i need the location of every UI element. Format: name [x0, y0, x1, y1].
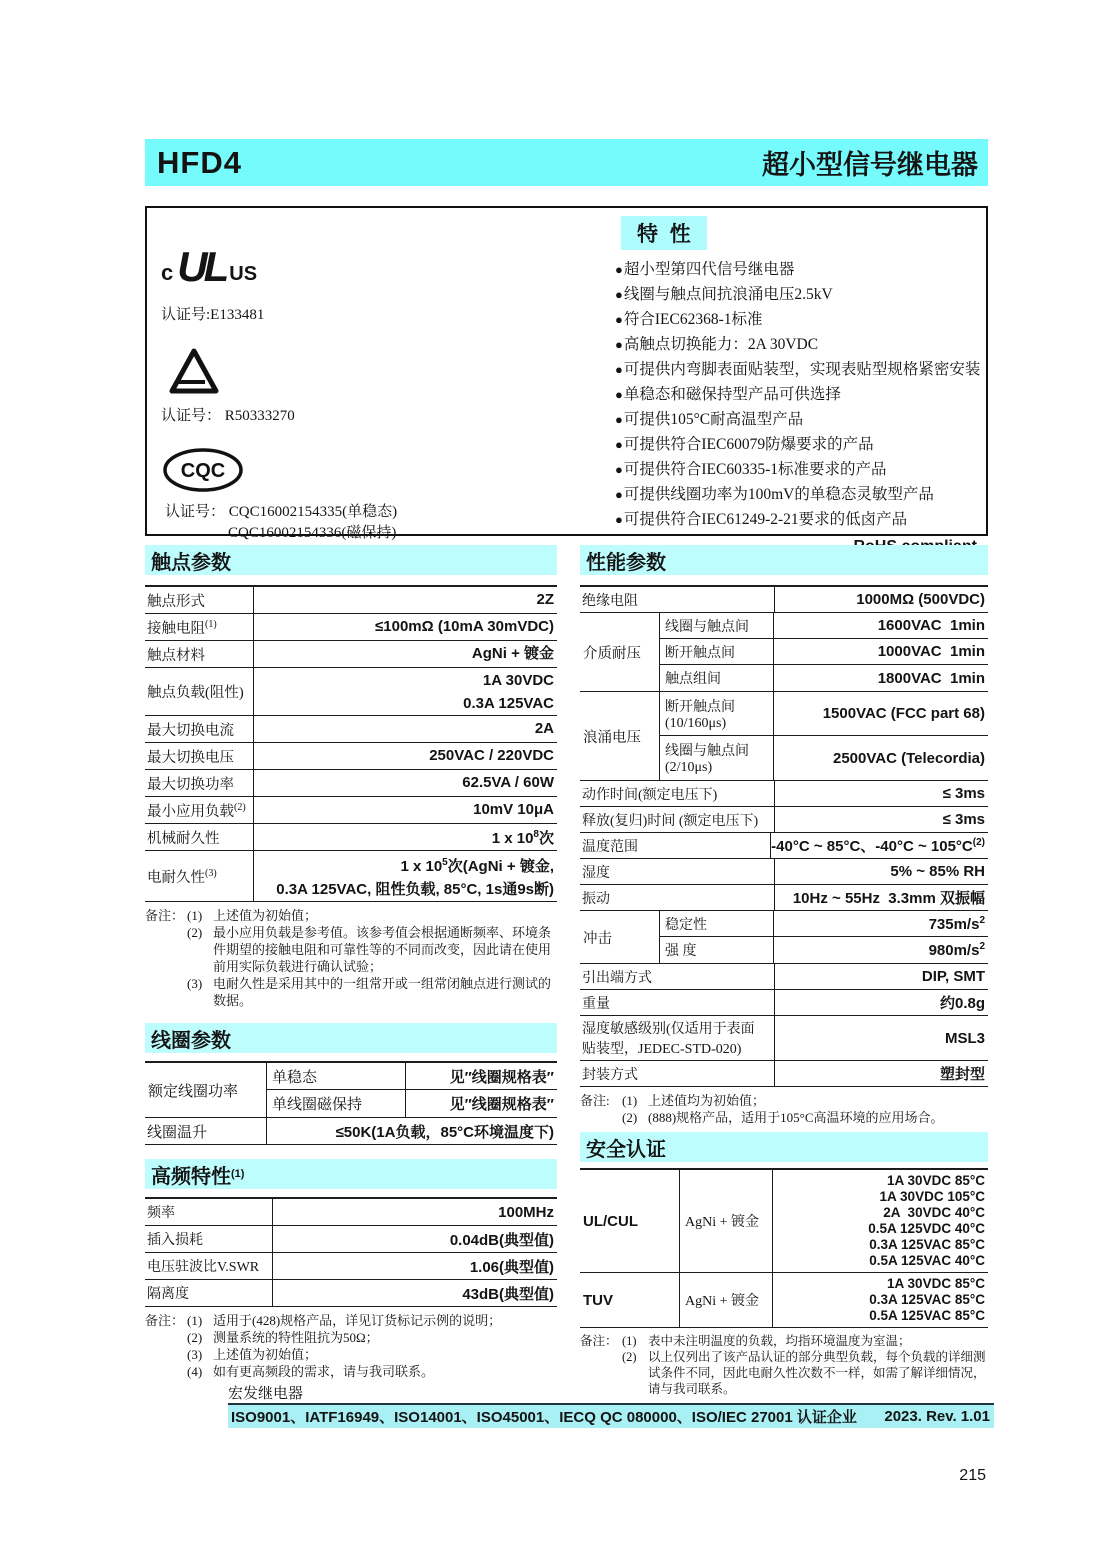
table-row: 触点负载(阻性) 1A 30VDC 0.3A 125VAC — [145, 668, 557, 716]
product-model: HFD4 — [157, 144, 242, 180]
bullet-icon: ● — [615, 387, 623, 402]
section-contact-parameters: 触点参数 — [145, 545, 557, 575]
bullet-icon: ● — [615, 462, 623, 477]
hf-notes: 备注： (1) 适用于(428)规格产品，详见订货标记示例的说明； (2) 测量系统的特性阻抗为50Ω； (3) 上述值为初始值； (4) 如有更高频段的需求，请与我司联系。 — [145, 1313, 502, 1379]
table-row: 触点材料 AgNi + 镀金 — [145, 641, 557, 668]
feature-item: ● 可提供105°C耐高温型产品 — [615, 407, 981, 432]
ul-c-letter: c — [161, 260, 174, 286]
table-row: 最大切换电流 2A — [145, 716, 557, 743]
bullet-icon: ● — [615, 337, 623, 352]
feature-item: ● 符合IEC62368-1标准 — [615, 307, 981, 332]
feature-item: ● 可提供符合IEC61249-2-21要求的低卤产品 — [615, 507, 981, 532]
coil-parameters-table — [145, 1061, 557, 1145]
bullet-icon: ● — [615, 437, 623, 452]
bullet-icon: ● — [615, 512, 623, 527]
table-row: 浪涌电压 断开触点间 (10/160μs) 1500VAC (FCC part 68) 线圈与触点间 (2/10μs) 2500VAC (Telecordia) — [580, 692, 988, 781]
cqc-label: 认证号： — [165, 504, 229, 520]
vde-triangle-icon — [165, 346, 223, 398]
safety-notes: 备注： (1) 表中未注明温度的负载，均指环境温度为室温； (2) 以上仅列出了该产品认证的部分典型负载，每个负载的详细测试条件不同，因此电耐久性次数不一样，如需了解详细情况，请与我司联系。 — [580, 1334, 986, 1396]
page-number: 215 — [959, 1467, 986, 1484]
certification-features-box — [145, 206, 988, 541]
table-row: 插入损耗 0.04dB(典型值) — [145, 1226, 557, 1253]
revision: 2023. Rev. 1.01 — [884, 1408, 990, 1425]
bullet-icon: ● — [615, 412, 623, 427]
table-row: TUV AgNi + 镀金 1A 30VDC 85°C 0.3A 125VAC 85°C 0.5A 125VAC 85°C — [580, 1273, 988, 1328]
contact-notes: 备注： (1) 上述值为初始值； (2) 最小应用负载是参考值。该参考值会根据通断频率、环境条件期望的接触电阻和可靠性等的不同而改变，因此请在使用前用实际负载进行确认试验； (3) 电耐久性是采用其中的一组常开或一组常闭触点进行测试的数据。 — [145, 908, 552, 1008]
feature-item: ● 线圈与触点间抗浪涌电压2.5kV — [615, 282, 981, 307]
section-hf-characteristics: 高频特性 (1) — [145, 1159, 557, 1189]
table-row: 湿度敏感级别(仅适用于表面 贴装型，JEDEC-STD-020) MSL3 — [580, 1016, 988, 1061]
company-name: 宏发继电器 — [228, 1386, 304, 1402]
bullet-icon: ● — [615, 312, 623, 327]
table-row: 隔离度 43dB(典型值) — [145, 1280, 557, 1307]
table-row: 电压驻波比V.SWR 1.06(典型值) — [145, 1253, 557, 1280]
feature-item: ● 可提供线圈功率为100mV的单稳态灵敏型产品 — [615, 482, 981, 507]
table-row: 封装方式 塑封型 — [580, 1061, 988, 1087]
ul-logo-icon — [161, 243, 258, 290]
performance-notes: 备注: (1) 上述值均为初始值； (2) (888)规格产品，适用于105°C高温环境的应用场合。 — [580, 1093, 944, 1125]
cqc-logo-icon — [161, 446, 245, 494]
contact-parameters-table — [145, 585, 557, 902]
bullet-icon: ● — [615, 287, 623, 302]
table-row: 触点形式 2Z — [145, 587, 557, 614]
ul-cert-number: 认证号:E133481 — [161, 307, 265, 323]
table-row: 额定线圈功率 单稳态 见″线圈规格表″ 单线圈磁保持 见″线圈规格表″ — [145, 1063, 557, 1118]
table-row: 最大切换电压 250VAC / 220VDC — [145, 743, 557, 770]
footer-certification-bar — [228, 1403, 994, 1428]
feature-item: ● 高触点切换能力：2A 30VDC — [615, 332, 981, 357]
features-section — [615, 216, 981, 556]
left-column — [145, 545, 557, 1380]
feature-item: ● 单稳态和磁保持型产品可供选择 — [615, 382, 981, 407]
bullet-icon: ● — [615, 487, 623, 502]
features-title: 特 性 — [621, 216, 707, 250]
page-header-bar — [145, 139, 988, 186]
feature-item: ● 可提供内弯脚表面贴装型，实现表贴型规格紧密安装 — [615, 357, 981, 382]
ul-mark-letters: UL — [177, 243, 226, 290]
table-row: 绝缘电阻 1000MΩ (500VDC) — [580, 587, 988, 613]
table-row: 介质耐压 线圈与触点间 1600VAC 1min 断开触点间 1000VAC 1min 触点组间 1800VAC 1min — [580, 613, 988, 692]
iso-certifications: ISO9001、IATF16949、ISO14001、ISO45001、IECQ QC 080000、ISO/IEC 27001 认证企业 — [231, 1409, 857, 1426]
vde-cert-number: 认证号： R50333270 — [161, 408, 295, 424]
features-list — [615, 257, 981, 532]
table-row: 最大切换功率 62.5VA / 60W — [145, 770, 557, 797]
feature-item: ● 可提供符合IEC60335-1标准要求的产品 — [615, 457, 981, 482]
table-row: 重量 约0.8g — [580, 990, 988, 1016]
table-row: 机械耐久性 1 x $10^8$次 — [145, 824, 557, 851]
feature-item: ● 超小型第四代信号继电器 — [615, 257, 981, 282]
table-row: 温度范围 -40°C ~ 85°C、-40°C ~ $105^\circ C^{(2)}$ — [580, 833, 988, 859]
table-row: 动作时间(额定电压下) ≤ 3ms — [580, 781, 988, 807]
section-performance-parameters: 性能参数 — [580, 545, 988, 575]
table-row: 频率 100MHz — [145, 1199, 557, 1226]
table-row: UL/CUL AgNi + 镀金 1A 30VDC 85°C 1A 30VDC 105°C 2A 30VDC 40°C 0.5A 125VDC 40°C 0.3A 125VAC 85°C 0.5A 125VAC 40°C — [580, 1170, 988, 1273]
table-row: 振动 10Hz ~ 55Hz 3.3mm 双振幅 — [580, 885, 988, 911]
hf-characteristics-table — [145, 1197, 557, 1307]
performance-parameters-table — [580, 585, 988, 1087]
table-row: 最小应用负载$^{(2)}$ 10mV 10μA — [145, 797, 557, 824]
table-row: 接触电阻$^{(1)}$ ≤100mΩ (10mA 30mVDC) — [145, 614, 557, 641]
table-row: 电耐久性$^{(3)}$ 1 x $10^5$次(AgNi + 镀金, 0.3A 125VAC, 阻性负载, 85°C, 1s通9s断) — [145, 851, 557, 902]
cqc-line2: CQC16002154336(磁保持) — [228, 525, 397, 541]
product-subtitle: 超小型信号继电器 — [762, 150, 978, 180]
bullet-icon: ● — [615, 362, 623, 377]
section-coil-parameters: 线圈参数 — [145, 1023, 557, 1053]
table-row: 线圈温升 ≤50K(1A负载，85°C环境温度下) — [145, 1118, 557, 1145]
ul-us-letters: US — [229, 263, 258, 286]
bullet-icon: ● — [615, 262, 623, 277]
table-row: 湿度 5% ~ 85% RH — [580, 859, 988, 885]
table-row: 释放(复归)时间 (额定电压下) ≤ 3ms — [580, 807, 988, 833]
table-row: 冲击 稳定性 $735m/s^2$ 强 度 $980m/s^2$ — [580, 911, 988, 964]
safety-approvals-table — [580, 1168, 988, 1328]
right-column — [580, 545, 988, 1397]
cqc-cert-numbers — [165, 500, 397, 542]
section-safety-approvals: 安全认证 — [580, 1132, 988, 1162]
svg-text:CQC: CQC — [180, 460, 226, 482]
cqc-line1: CQC16002154335(单稳态) — [228, 504, 398, 520]
table-row: 引出端方式 DIP, SMT — [580, 964, 988, 990]
feature-item: ● 可提供符合IEC60079防爆要求的产品 — [615, 432, 981, 457]
